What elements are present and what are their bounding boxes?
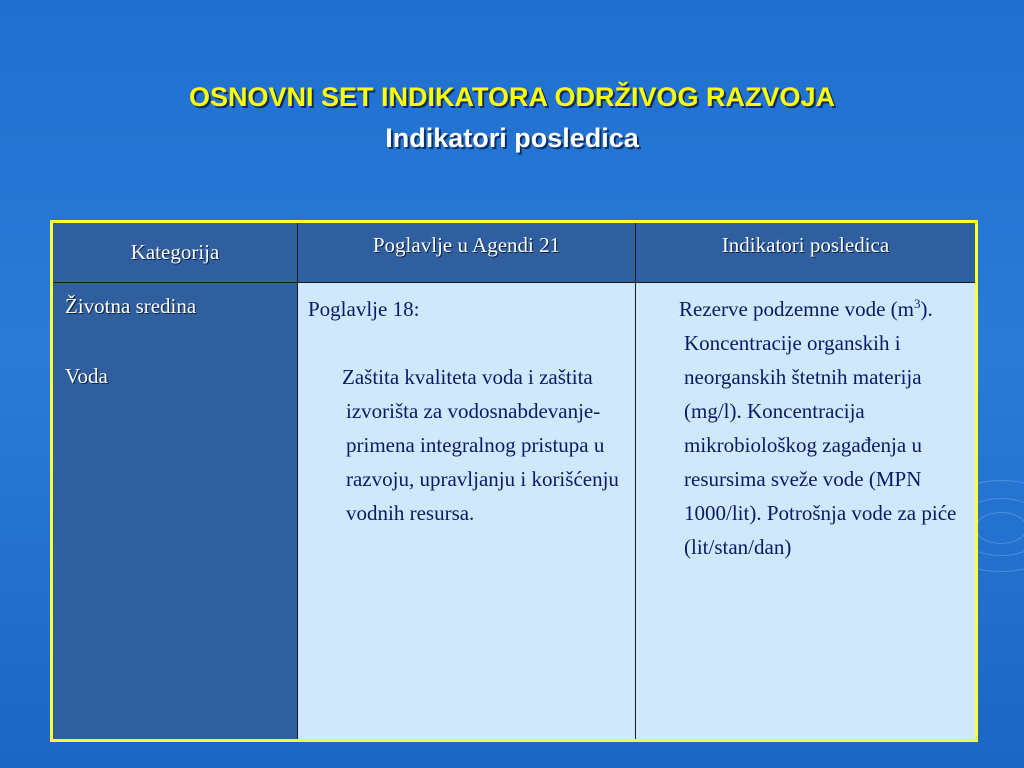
indicators-cell: [636, 283, 975, 739]
table-header-indicators: [636, 223, 975, 283]
category-water: Voda: [65, 364, 108, 388]
category-environment: Životna sredina: [65, 294, 197, 318]
chapter-description: Zaštita kvaliteta voda i zaštita izvorišta za vodosnabdevanje- primena integralnog pristupa u razvoju, upravljanju i korišćenju vodnih resursa.: [342, 365, 619, 525]
header-label: Kategorija: [130, 240, 220, 264]
table-header-agenda-chapter: [298, 223, 636, 283]
chapter-cell: [298, 283, 636, 739]
table-header-category: [53, 223, 298, 283]
chapter-lead: Poglavlje 18:: [308, 297, 420, 321]
indicators-description: Rezerve podzemne vode $(m^3)$. Koncentracije organskih i neorganskih štetnih materija (mg/l). Koncentracija mikrobiološkog zagađenja u resursima sveže vode (MPN 1000/lit). Potrošnja vode za piće (lit/stan/dan): [679, 296, 957, 559]
water-ripple-decoration: [975, 512, 1024, 544]
header-label: Indikatori posledica: [721, 233, 890, 257]
indicators-table: [50, 220, 978, 742]
slide-subtitle: Indikatori posledica: [385, 123, 639, 153]
category-cell: [53, 283, 298, 739]
header-label: Poglavlje u Agendi 21: [372, 233, 561, 257]
slide-title: OSNOVNI SET INDIKATORA ODRŽIVOG RAZVOJA: [188, 82, 836, 112]
